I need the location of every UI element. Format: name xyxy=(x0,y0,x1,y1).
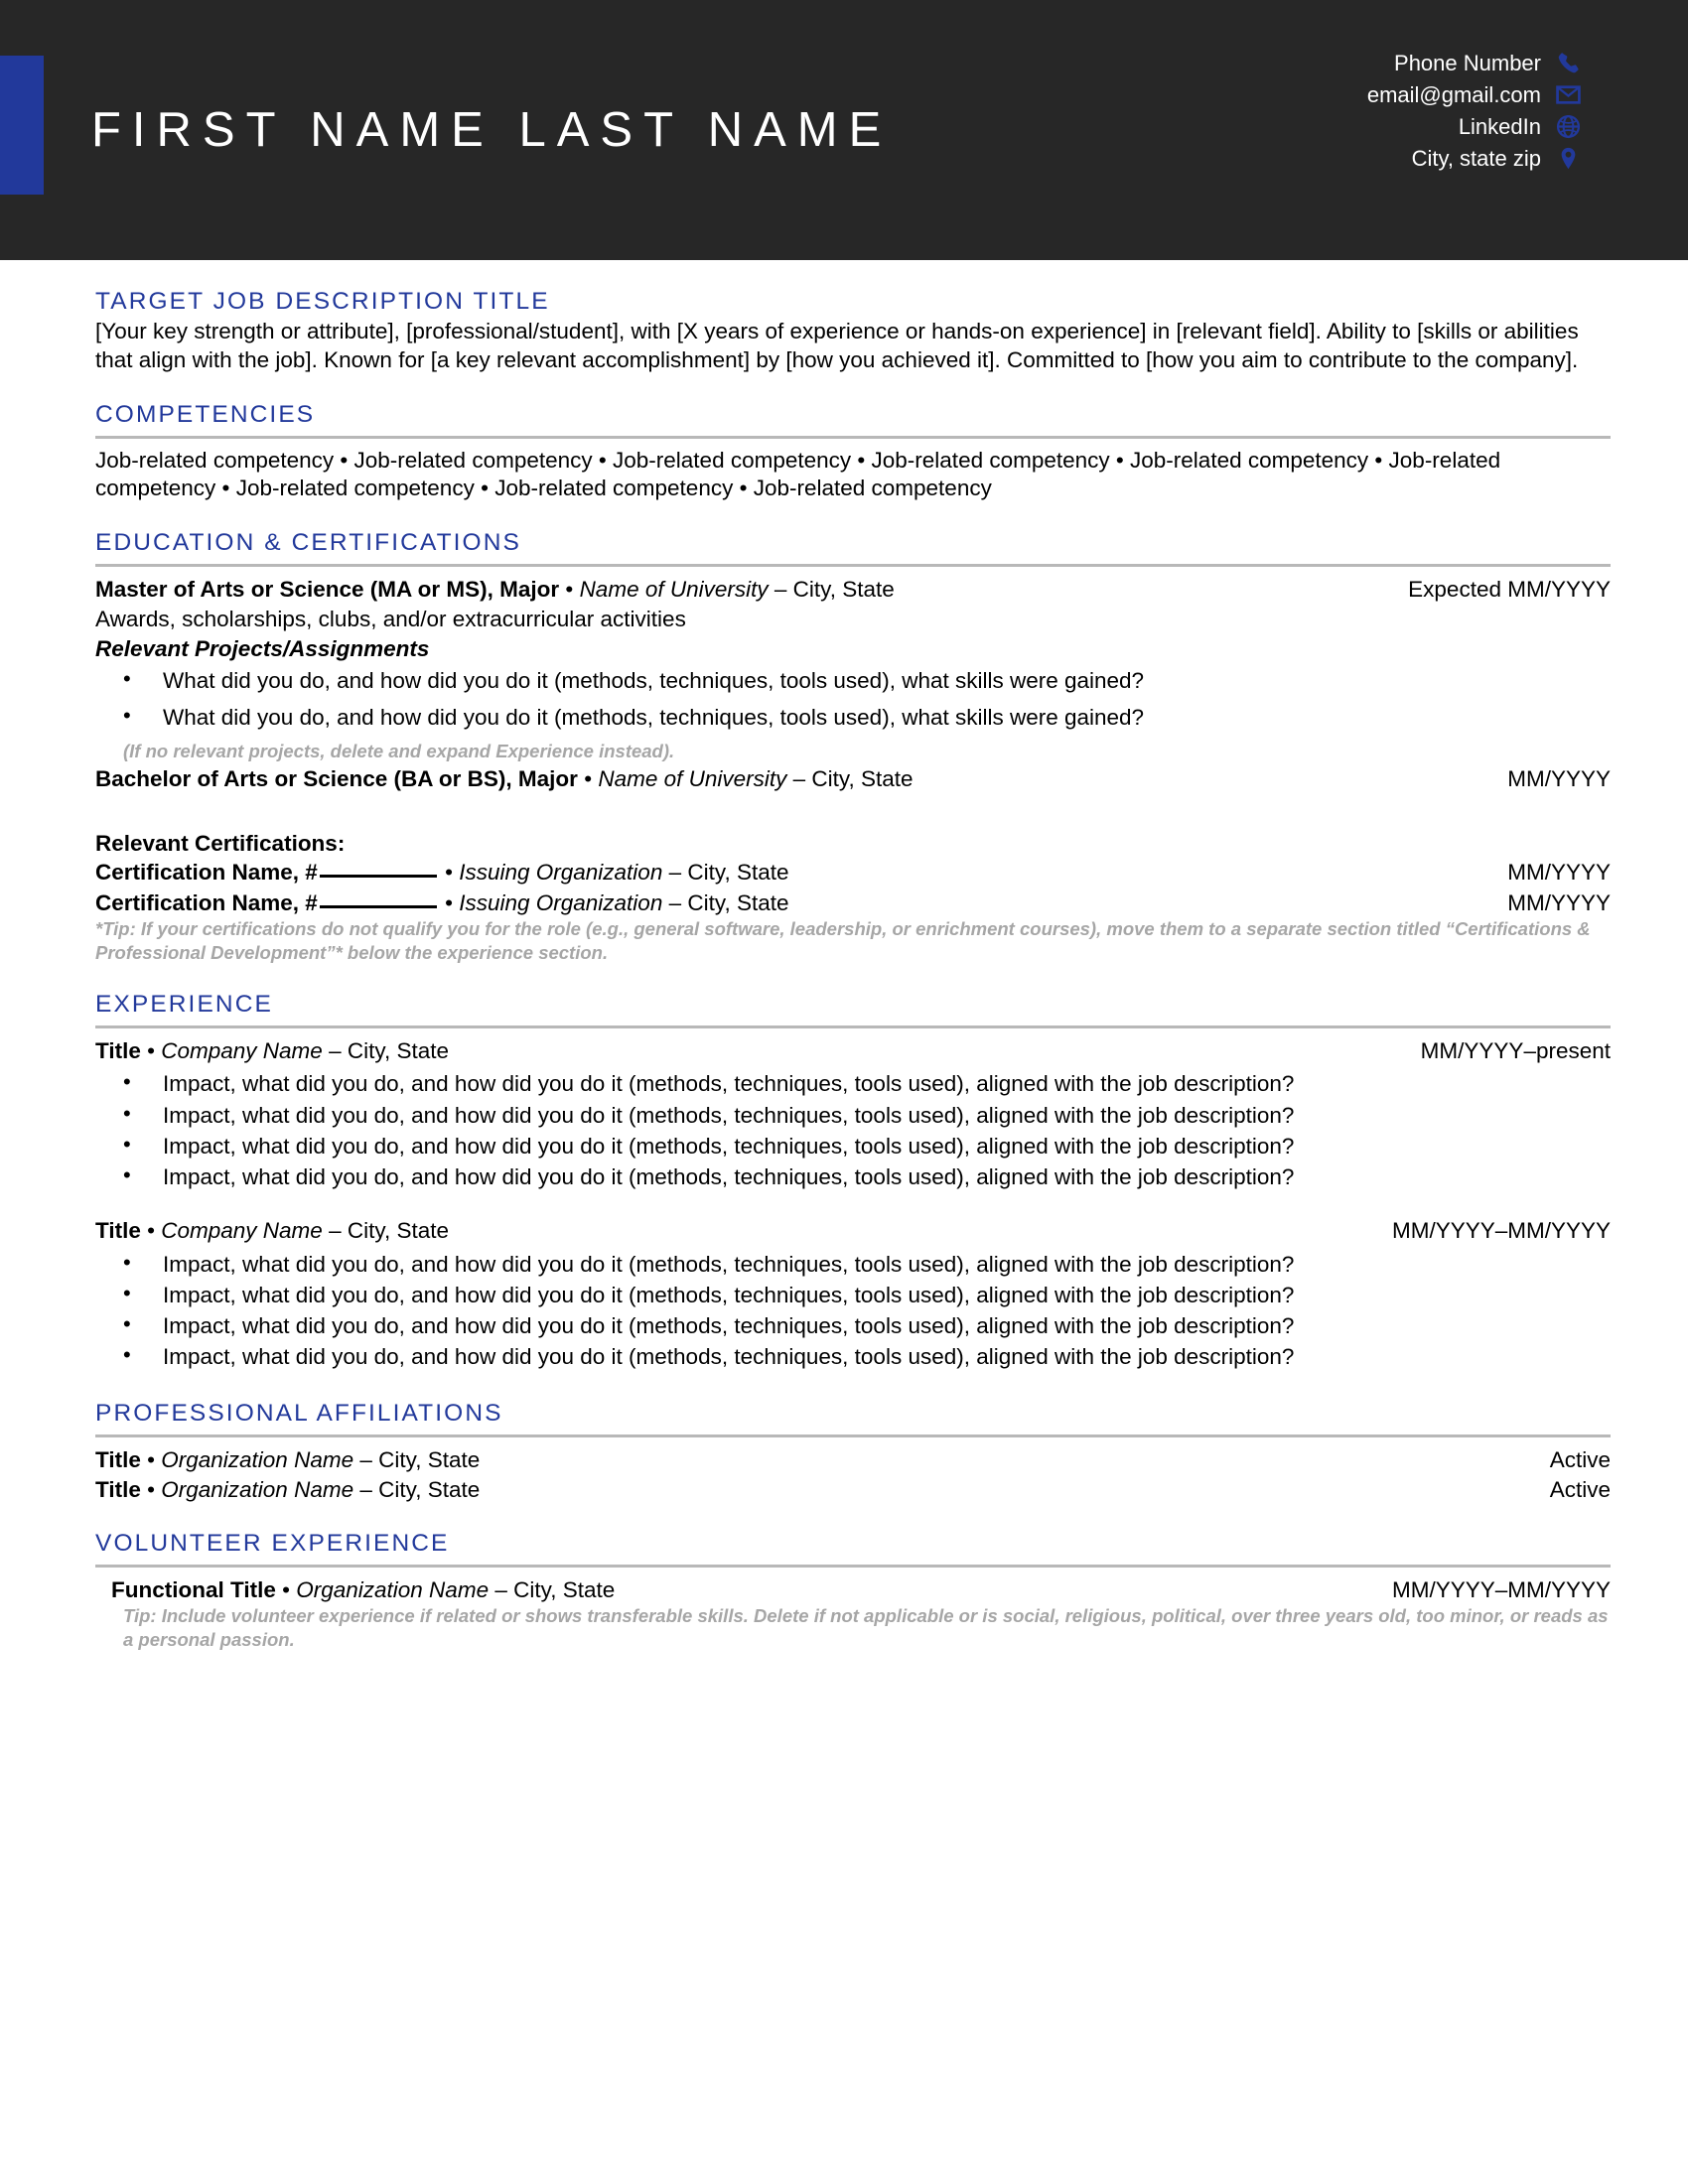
masters-degree: Master of Arts or Science (MA or MS), Major xyxy=(95,577,560,603)
section-heading-competencies: COMPETENCIES xyxy=(95,400,316,428)
contact-phone-text: Phone Number xyxy=(1394,50,1541,75)
affiliation-title: Title xyxy=(95,1446,141,1472)
contact-row-phone[interactable] xyxy=(1394,48,1581,78)
globe-icon xyxy=(1555,114,1581,140)
experience-bullets xyxy=(95,1250,1611,1372)
bachelors-university: Name of University xyxy=(598,766,787,792)
experience-entry-header xyxy=(95,1216,1611,1245)
volunteer-entry xyxy=(95,1575,1611,1604)
job-location: City, State xyxy=(347,1038,449,1064)
list-item: • Impact, what did you do, and how did you do it (methods, techniques, tools used), aligned with the job description? xyxy=(95,1162,1611,1191)
section-divider xyxy=(95,1565,1611,1568)
certification-name: Certification Name, # xyxy=(95,889,318,915)
affiliation-organization: Organization Name xyxy=(161,1446,354,1472)
section-summary xyxy=(95,260,1611,375)
masters-university: Name of University xyxy=(579,577,769,603)
certifications-tip: *Tip: If your certifications do not qualify you for the role (e.g., general software, leadership, or enrichment courses), move them to a separate section titled “Certifications & Professional Development”* below the experience section. xyxy=(95,917,1591,964)
education-entry-masters xyxy=(95,575,1611,604)
section-heading-education: EDUCATION & CERTIFICATIONS xyxy=(95,529,521,557)
volunteer-tip: Tip: Include volunteer experience if related or shows transferable skills. Delete if not applicable or is social, religious, political, over three years old, too minor, or reads as a personal passion. xyxy=(123,1605,1609,1651)
competencies-list: Job-related competency • Job-related competency • Job-related competency • Job-related competency • Job-related competency • Job-related competency • Job-related competency • Job-related competency • Job-related competency xyxy=(95,447,1501,501)
dash-separator: – xyxy=(786,766,812,792)
bachelors-location: City, State xyxy=(811,766,914,792)
dash-separator: – xyxy=(489,1577,514,1603)
volunteer-location: City, State xyxy=(513,1577,616,1603)
relevant-projects-heading: Relevant Projects/Assignments xyxy=(95,635,430,661)
location-pin-icon xyxy=(1555,146,1581,172)
contact-block xyxy=(1367,48,1581,174)
dash-separator: – xyxy=(353,1446,379,1472)
experience-bullets xyxy=(95,1069,1611,1191)
relevant-projects-tip: (If no relevant projects, delete and expand Experience instead). xyxy=(123,741,675,762)
envelope-icon xyxy=(1555,82,1581,108)
affiliation-left xyxy=(95,1445,1550,1474)
education-awards-line: Awards, scholarships, clubs, and/or extracurricular activities xyxy=(95,607,686,632)
section-heading-summary: TARGET JOB DESCRIPTION TITLE xyxy=(95,288,550,315)
affiliation-location: City, State xyxy=(378,1446,481,1472)
section-divider xyxy=(95,564,1611,567)
experience-entry-header xyxy=(95,1036,1611,1065)
section-divider xyxy=(95,436,1611,439)
certification-date: MM/YYYY xyxy=(1507,889,1611,915)
contact-linkedin-text: LinkedIn xyxy=(1458,113,1541,139)
bullet-separator: • xyxy=(140,1038,162,1064)
list-item: • Impact, what did you do, and how did you do it (methods, techniques, tools used), aligned with the job description? xyxy=(95,1101,1611,1130)
section-heading-volunteer: VOLUNTEER EXPERIENCE xyxy=(95,1530,450,1558)
relevant-projects-bullets xyxy=(95,666,1611,733)
masters-date: Expected MM/YYYY xyxy=(1408,577,1611,603)
status-badge: Active xyxy=(1549,1476,1611,1502)
summary-paragraph: [Your key strength or attribute], [professional/student], with [X years of experience or hands-on experience] in [relevant field]. Ability to [skills or abilities that align with the job]. Known for [a key relevant accomplishment] by [how you achieved it]. Committed to [how you aim to contribute to the company]. xyxy=(95,319,1579,372)
list-item: • Impact, what did you do, and how did you do it (methods, techniques, tools used), aligned with the job description? xyxy=(95,1132,1611,1160)
list-item: • Impact, what did you do, and how did you do it (methods, techniques, tools used), aligned with the job description? xyxy=(95,1250,1611,1279)
contact-location-text: City, state zip xyxy=(1411,145,1541,171)
affiliation-row xyxy=(95,1445,1611,1474)
section-divider xyxy=(95,1434,1611,1437)
bullet-separator: • xyxy=(559,577,580,603)
certification-location: City, State xyxy=(687,889,789,915)
job-company: Company Name xyxy=(161,1218,323,1244)
contact-row-email[interactable] xyxy=(1367,79,1581,110)
spacer xyxy=(95,793,1611,829)
accent-bar xyxy=(0,56,44,195)
certification-row xyxy=(95,858,1611,887)
status-badge: Active xyxy=(1549,1446,1611,1472)
job-company: Company Name xyxy=(161,1038,323,1064)
dash-separator: – xyxy=(662,860,688,886)
experience-entry-left xyxy=(95,1216,1392,1245)
job-date: MM/YYYY–MM/YYYY xyxy=(1391,1218,1611,1244)
certification-name: Certification Name, # xyxy=(95,860,318,886)
volunteer-date: MM/YYYY–MM/YYYY xyxy=(1391,1577,1611,1603)
section-volunteer xyxy=(95,1504,1611,1652)
dash-separator: – xyxy=(662,889,688,915)
certification-row xyxy=(95,888,1611,917)
section-experience xyxy=(95,965,1611,1372)
bullet-separator: • xyxy=(140,1446,162,1472)
education-entry-left xyxy=(95,575,1408,604)
certification-date: MM/YYYY xyxy=(1507,860,1611,886)
affiliation-row xyxy=(95,1475,1611,1504)
job-title: Title xyxy=(95,1218,141,1244)
section-divider xyxy=(95,1025,1611,1028)
bullet-separator: • xyxy=(275,1577,297,1603)
experience-job xyxy=(95,1216,1611,1371)
bullet-separator: • xyxy=(140,1476,162,1502)
masters-location: City, State xyxy=(792,577,895,603)
volunteer-entry-left xyxy=(111,1575,1392,1604)
certification-organization: Issuing Organization xyxy=(459,889,663,915)
list-item: • What did you do, and how did you do it (methods, techniques, tools used), what skills were gained? xyxy=(95,666,1611,695)
list-item: • Impact, what did you do, and how did you do it (methods, techniques, tools used), aligned with the job description? xyxy=(95,1281,1611,1309)
experience-entry-left xyxy=(95,1036,1421,1065)
resume-body xyxy=(0,260,1688,1652)
dash-separator: – xyxy=(322,1218,348,1244)
bachelors-degree: Bachelor of Arts or Science (BA or BS), Major xyxy=(95,766,578,792)
affiliation-location: City, State xyxy=(378,1476,481,1502)
dash-separator: – xyxy=(768,577,793,603)
education-entry-bachelors xyxy=(95,764,1611,793)
job-title: Title xyxy=(95,1038,141,1064)
list-item: • Impact, what did you do, and how did you do it (methods, techniques, tools used), aligned with the job description? xyxy=(95,1069,1611,1098)
affiliation-organization: Organization Name xyxy=(161,1476,354,1502)
certification-location: City, State xyxy=(687,860,789,886)
certification-blank-field[interactable] xyxy=(320,905,437,908)
section-heading-affiliations: PROFESSIONAL AFFILIATIONS xyxy=(95,1399,503,1427)
list-item: • What did you do, and how did you do it (methods, techniques, tools used), what skills were gained? xyxy=(95,703,1611,732)
section-competencies xyxy=(95,375,1611,504)
resume-header xyxy=(0,0,1688,260)
bullet-separator: • xyxy=(140,1218,162,1244)
page-title: FIRST NAME LAST NAME xyxy=(91,103,893,157)
list-item: • Impact, what did you do, and how did you do it (methods, techniques, tools used), aligned with the job description? xyxy=(95,1311,1611,1340)
volunteer-title: Functional Title xyxy=(111,1577,276,1603)
section-heading-experience: EXPERIENCE xyxy=(95,991,273,1019)
bullet-separator: • xyxy=(577,766,599,792)
list-item: • Impact, what did you do, and how did you do it (methods, techniques, tools used), aligned with the job description? xyxy=(95,1342,1611,1371)
bullet-separator: • xyxy=(438,889,460,915)
dash-separator: – xyxy=(353,1476,379,1502)
section-affiliations xyxy=(95,1374,1611,1505)
education-entry-left xyxy=(95,764,1507,793)
affiliation-left xyxy=(95,1475,1550,1504)
bullet-separator: • xyxy=(438,860,460,886)
volunteer-organization: Organization Name xyxy=(296,1577,490,1603)
certification-blank-field[interactable] xyxy=(320,875,437,878)
certifications-label: Relevant Certifications: xyxy=(95,831,346,857)
certification-left xyxy=(95,858,1507,887)
experience-job xyxy=(95,1036,1611,1191)
job-location: City, State xyxy=(347,1218,449,1244)
certification-organization: Issuing Organization xyxy=(459,860,663,886)
affiliation-title: Title xyxy=(95,1476,141,1502)
section-education xyxy=(95,503,1611,965)
contact-row-location[interactable] xyxy=(1412,143,1581,174)
spacer xyxy=(95,1193,1611,1215)
certification-left xyxy=(95,888,1507,917)
contact-row-linkedin[interactable] xyxy=(1459,111,1581,142)
job-date: MM/YYYY–present xyxy=(1420,1038,1611,1064)
bachelors-date: MM/YYYY xyxy=(1507,766,1611,792)
contact-email-text: email@gmail.com xyxy=(1366,81,1541,107)
dash-separator: – xyxy=(322,1038,348,1064)
phone-icon xyxy=(1555,51,1581,76)
